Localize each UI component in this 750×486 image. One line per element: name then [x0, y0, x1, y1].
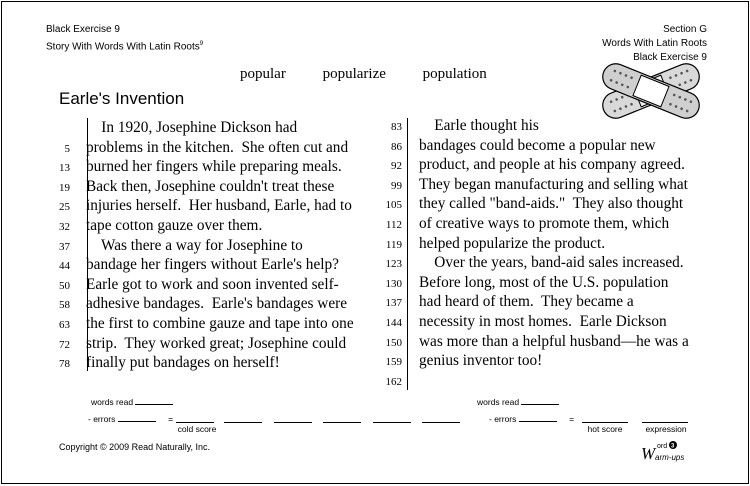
score-blank-6[interactable] — [422, 421, 460, 423]
hot-score-blank[interactable] — [582, 421, 628, 423]
story-line: the first to combine gauze and tape into one — [86, 314, 354, 332]
right-column-divider — [407, 118, 408, 390]
left-line-numbers — [48, 120, 70, 375]
hot-score-label: hot score — [587, 424, 623, 434]
svg-text:W: W — [641, 444, 656, 463]
cold-score-label: cold score — [177, 424, 217, 434]
line-number: 86 — [391, 140, 402, 153]
line-number: 119 — [385, 238, 402, 251]
score-blank-4[interactable] — [323, 421, 361, 423]
story-line: Earle got to work and soon invented self- — [86, 275, 339, 293]
story-line: finally put bandages on herself! — [86, 354, 280, 372]
story-line: genius inventor too! — [419, 352, 543, 370]
word-popularize: popularize — [322, 66, 386, 82]
word-list — [240, 66, 520, 83]
expression-blank[interactable] — [642, 421, 688, 423]
svg-text:3: 3 — [671, 443, 675, 450]
story-line: Before long, most of the U.S. population — [419, 273, 669, 291]
story-line: Over the years, band-aid sales increased. — [419, 254, 684, 272]
story-line: problems in the kitchen. She often cut and — [86, 138, 349, 156]
words-read-blank-2[interactable] — [521, 395, 559, 405]
word-popular: popular — [240, 66, 286, 82]
line-number: 63 — [59, 318, 70, 331]
exercise-label: Black Exercise 9 — [46, 24, 120, 35]
score-blank-5[interactable] — [373, 421, 411, 423]
line-number: 130 — [385, 277, 402, 290]
expression-label: expression — [645, 424, 687, 434]
worksheet-page — [1, 1, 749, 484]
words-read-blank-1[interactable] — [135, 395, 173, 405]
right-story-column — [419, 116, 689, 390]
svg-text:arm-ups: arm-ups — [655, 453, 685, 462]
story-line: tape cotton gauze over them. — [86, 216, 263, 234]
exercise-label-right: Black Exercise 9 — [633, 52, 707, 63]
copyright-notice: Copyright © 2009 Read Naturally, Inc. — [59, 442, 211, 452]
story-title: Earle's Invention — [59, 89, 185, 108]
line-number: 112 — [385, 218, 402, 231]
story-line: bandage her fingers without Earle's help? — [86, 256, 339, 274]
story-line: they called "band-aids." They also thought — [419, 195, 684, 213]
score-blank-2[interactable] — [224, 421, 262, 423]
story-type-label: Story With Words With Latin Roots$^9$ — [46, 41, 204, 53]
story-line: helped popularize the product. — [419, 234, 606, 252]
story-line: adhesive bandages. Earle's bandages were — [86, 295, 347, 313]
line-number: 58 — [59, 299, 70, 312]
svg-text:ord: ord — [657, 443, 668, 450]
line-number: 78 — [59, 358, 70, 371]
header-left — [46, 23, 203, 54]
section-topic-label: Words With Latin Roots — [602, 38, 707, 49]
line-number: 37 — [59, 240, 70, 253]
words-read-field-1: words read — [91, 395, 173, 407]
logo-mark — [639, 439, 705, 463]
line-number: 72 — [59, 338, 70, 351]
story-line: of creative ways to promote them, which — [419, 214, 670, 232]
section-label: Section G — [663, 24, 707, 35]
story-line: bandages could become a popular new — [419, 136, 656, 154]
line-number: 123 — [385, 258, 402, 271]
line-number: 137 — [385, 297, 402, 310]
story-line: had heard of them. They became a — [419, 293, 634, 311]
story-line: Was there a way for Josephine to — [86, 236, 303, 254]
left-story-column — [86, 118, 354, 373]
word-warm-ups-logo — [639, 439, 705, 463]
story-line: product, and people at his company agreed. — [419, 156, 685, 174]
words-read-field-2: words read — [477, 395, 559, 407]
errors-blank-2[interactable] — [519, 412, 557, 422]
right-line-numbers — [380, 118, 402, 392]
story-line: In 1920, Josephine Dickson had — [86, 119, 298, 136]
story-line — [419, 371, 689, 391]
line-number: 92 — [391, 160, 402, 173]
line-number: 159 — [385, 356, 402, 369]
line-number — [48, 120, 70, 140]
errors-blank-1[interactable] — [118, 412, 156, 422]
cold-score-blank[interactable] — [176, 421, 214, 423]
line-number: 5 — [64, 142, 70, 155]
story-line: Earle thought his — [419, 117, 539, 134]
line-number: 99 — [391, 179, 402, 192]
line-number: 144 — [385, 316, 402, 329]
errors-field-1: - errors = — [88, 414, 174, 424]
line-number: 162 — [385, 375, 402, 388]
story-line: burned her fingers while preparing meals. — [86, 158, 342, 176]
line-number: 150 — [385, 336, 402, 349]
word-population: population — [422, 66, 487, 82]
line-number: 44 — [59, 260, 70, 273]
story-line: injuries herself. Her husband, Earle, had to — [86, 197, 352, 215]
line-number: 19 — [59, 181, 70, 194]
line-number: 83 — [391, 121, 402, 133]
story-line: strip. They worked great; Josephine could — [86, 334, 347, 352]
score-blank-3[interactable] — [274, 421, 312, 423]
story-line: was more than a helpful husband—he was a — [419, 332, 689, 350]
line-number: 13 — [59, 162, 70, 175]
story-line: They began manufacturing and selling what — [419, 175, 688, 193]
line-number: 105 — [385, 199, 402, 212]
line-number: 50 — [59, 279, 70, 292]
errors-field-2: - errors = — [489, 414, 575, 424]
story-line: Back then, Josephine couldn't treat these — [86, 177, 335, 195]
line-number: 25 — [59, 201, 70, 214]
story-line: necessity in most homes. Earle Dickson — [419, 312, 667, 330]
line-number: 32 — [59, 220, 70, 233]
